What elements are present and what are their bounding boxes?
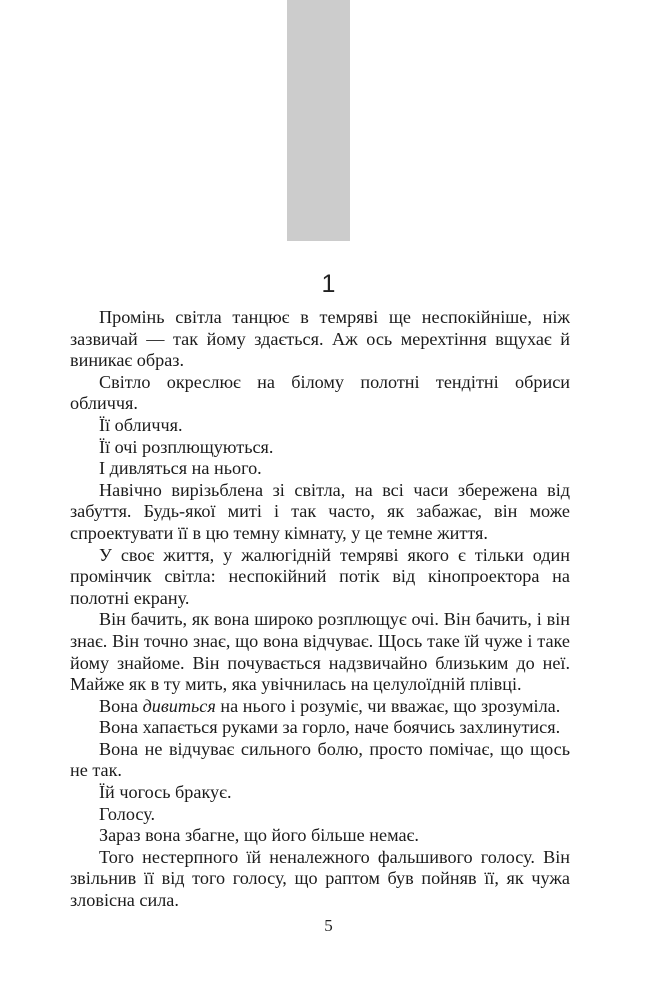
paragraph: Світло окреслює на білому полотні тендітні обриси обличчя.	[70, 371, 570, 414]
paragraph: У своє життя, у жалюгідній темряві якого є тільки один промінчик світла: неспокійний потік від кінопроектора на полотні екрану.	[70, 544, 570, 608]
chapter-tab-decoration	[287, 0, 350, 241]
text-run: на нього і розуміє, чи вважає, що зрозуміла.	[215, 695, 561, 716]
paragraph: Вона хапається руками за горло, наче боячись захлинутися.	[99, 717, 561, 738]
paragraph: Він бачить, як вона широко розплющує очі. Він бачить, і він знає. Він точно знає, що вона відчуває. Щось таке їй чуже і таке йому знайоме. Він почувається надзвичайно близьким до неї. Майже як в ту мить, яка увічнилась на целулоїдній плівці.	[70, 609, 570, 695]
paragraph: Її обличчя.	[99, 414, 183, 435]
paragraph: І дивляться на нього.	[99, 458, 262, 479]
paragraph: Зараз вона збагне, що його більше немає.	[99, 825, 419, 846]
paragraph: Навічно вирізьблена зі світла, на всі часи збережена від забуття. Будь-якої миті і так часто, як забажає, він може спроектувати її в цю темну кімнату, у це темне життя.	[70, 479, 570, 543]
paragraph: Вона не відчуває сильного болю, просто помічає, що щось не так.	[70, 738, 570, 781]
paragraph: Їй чогось бракує.	[99, 782, 232, 803]
paragraph: Того нестерпного їй неналежного фальшивого голосу. Він звільнив її від того голосу, що раптом був пойняв її, як чужа зловісна сила.	[70, 846, 570, 911]
emphasis: дивиться	[142, 695, 216, 716]
paragraph: Голосу.	[99, 803, 156, 824]
body-text	[70, 307, 570, 912]
paragraph: Її очі розплющуються.	[99, 436, 274, 457]
chapter-number: 1	[321, 270, 336, 298]
paragraph: Промінь світла танцює в темряві ще неспокійніше, ніж зазвичай — так йому здається. Аж ось мерехтіння вщухає й виникає образ.	[70, 307, 570, 371]
text-run: Вона	[99, 695, 143, 716]
page-number: 5	[324, 916, 333, 935]
paragraph	[70, 696, 570, 718]
